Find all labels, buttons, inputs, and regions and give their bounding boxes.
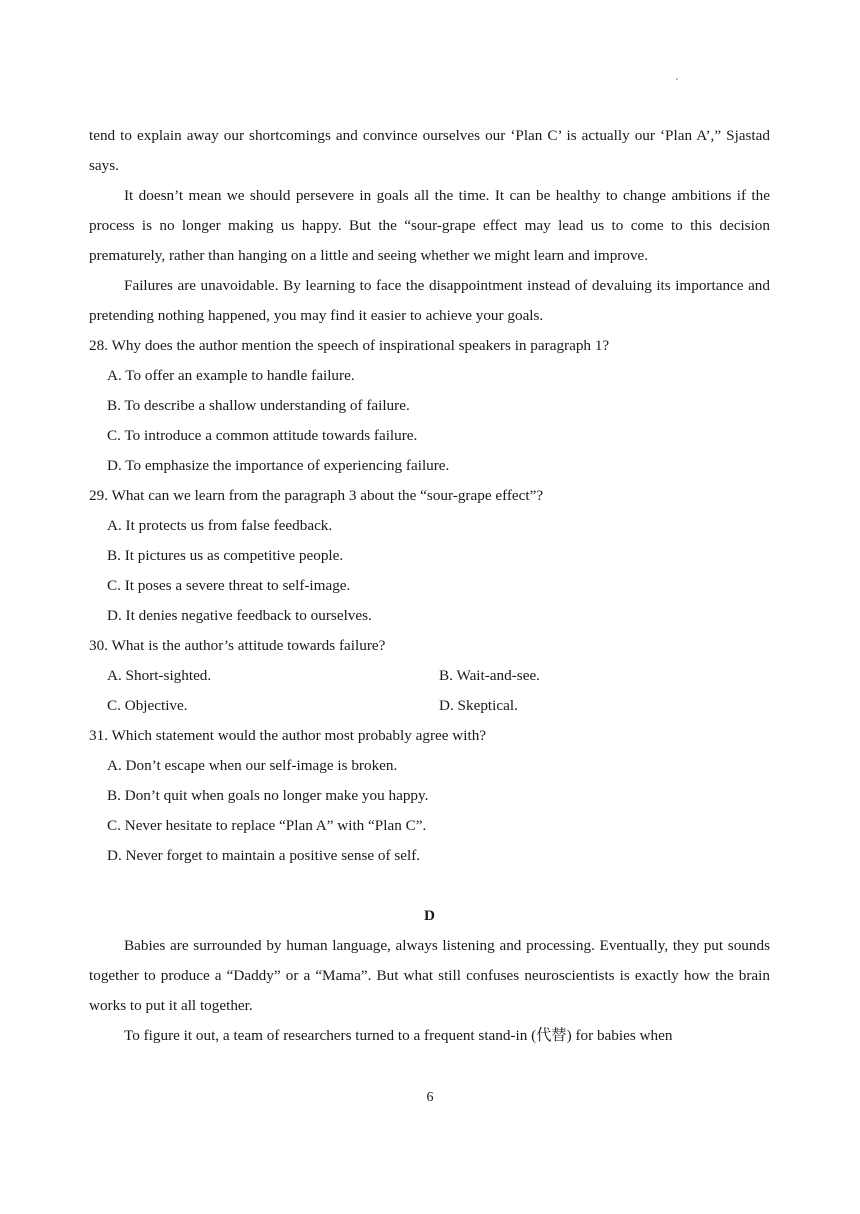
passage-c-paragraph: tend to explain away our shortcomings and convince ourselves our ‘Plan C’ is actually our ‘Plan A’,” Sjastad says. [89, 127, 770, 174]
question-28 [89, 331, 770, 481]
option-c: C. To introduce a common attitude towards failure. [107, 427, 418, 444]
passage-c-paragraph: It doesn’t mean we should persevere in goals all the time. It can be healthy to change ambitions if the process is no longer making us happy. But the “sour-grape effect may lead us to come to this decision prematurely, rather than hanging on a little and seeing whether we might learn and improve. [89, 187, 770, 264]
option-b: B. It pictures us as competitive people. [107, 547, 344, 564]
option-row [89, 661, 770, 691]
option-d: D. To emphasize the importance of experiencing failure. [107, 457, 450, 474]
passage-d-paragraph: Babies are surrounded by human language, always listening and processing. Eventually, they put sounds together to produce a “Daddy” or a “Mama”. But what still confuses neuroscientists is exactly how the brain works to put it all together. [89, 937, 770, 1014]
option-c: C. Never hesitate to replace “Plan A” with “Plan C”. [107, 817, 427, 834]
option-b: B. To describe a shallow understanding of failure. [107, 397, 410, 414]
option-a: A. Short-sighted. [107, 667, 212, 684]
page-number: 6 [426, 1090, 434, 1105]
question-stem: 29. What can we learn from the paragraph 3 about the “sour-grape effect”? [89, 487, 544, 504]
question-31 [89, 721, 770, 871]
option-row [89, 691, 770, 721]
question-30 [89, 631, 770, 721]
passage-d-paragraph: To figure it out, a team of researchers turned to a frequent stand-in (代替) for babies when [124, 1027, 673, 1044]
option-a: A. It protects us from false feedback. [107, 517, 333, 534]
question-stem: 28. Why does the author mention the speech of inspirational speakers in paragraph 1? [89, 337, 610, 354]
option-d: D. Never forget to maintain a positive sense of self. [107, 847, 421, 864]
option-c: C. Objective. [107, 697, 188, 714]
passage-c-paragraph: Failures are unavoidable. By learning to face the disappointment instead of devaluing its importance and pretending nothing happened, you may find it easier to achieve your goals. [89, 277, 770, 324]
section-title: D [424, 907, 435, 924]
question-29 [89, 481, 770, 631]
scan-speck [676, 78, 678, 80]
option-b: B. Wait-and-see. [439, 667, 540, 684]
option-d: D. It denies negative feedback to ourselves. [107, 607, 372, 624]
option-d: D. Skeptical. [439, 697, 518, 714]
option-b: B. Don’t quit when goals no longer make you happy. [107, 787, 429, 804]
question-stem: 30. What is the author’s attitude towards failure? [89, 637, 386, 654]
option-a: A. To offer an example to handle failure. [107, 367, 355, 384]
option-a: A. Don’t escape when our self-image is broken. [107, 757, 398, 774]
document-body [89, 121, 770, 1051]
option-c: C. It poses a severe threat to self-image. [107, 577, 351, 594]
question-stem: 31. Which statement would the author most probably agree with? [89, 727, 487, 744]
